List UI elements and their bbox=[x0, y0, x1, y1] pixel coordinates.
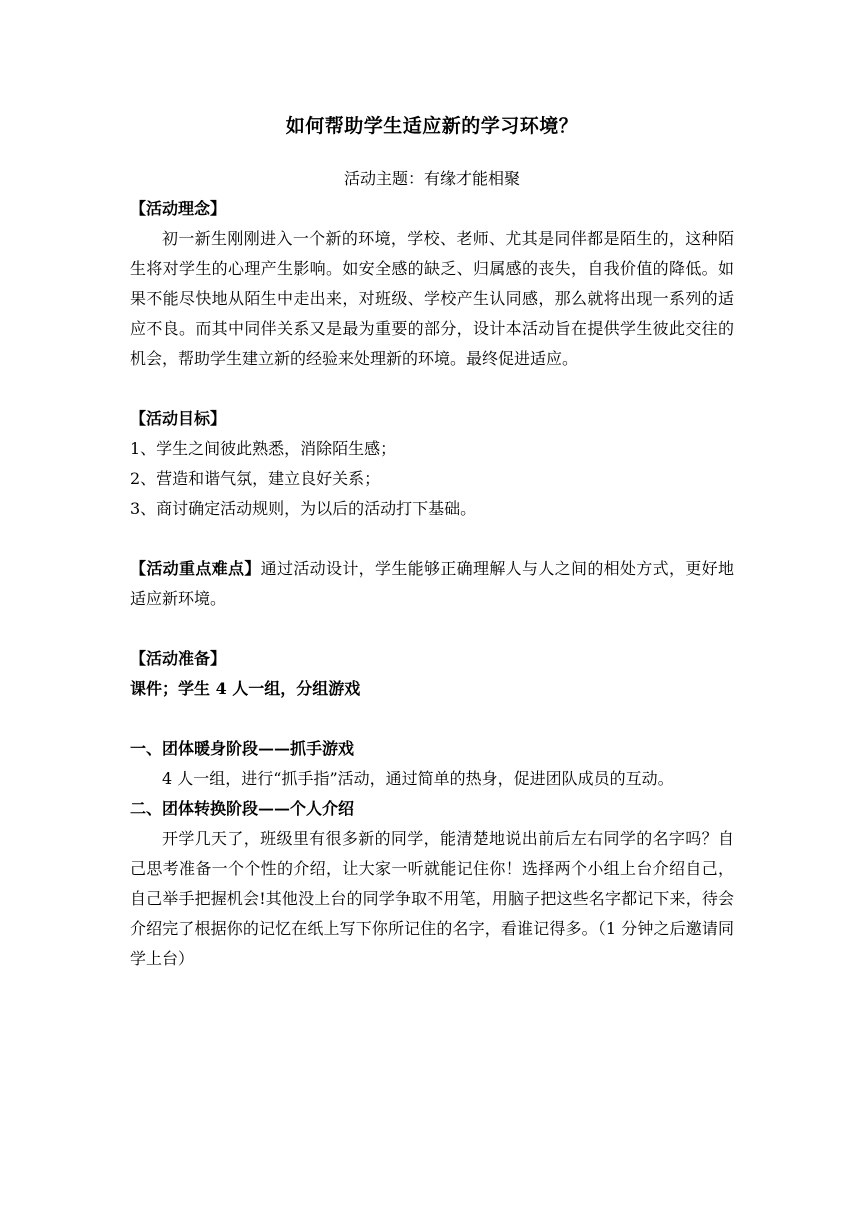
section1-paragraph: 4 人一组，进行“抓手指”活动，通过简单的热身，促进团队成员的互动。 bbox=[162, 769, 674, 788]
section1-heading: 一、团体暖身阶段——抓手游戏 bbox=[130, 739, 355, 758]
preparation-heading: 【活动准备】 bbox=[130, 649, 227, 668]
activity-theme: 活动主题：有缘才能相聚 bbox=[343, 169, 520, 188]
concept-paragraph: 初一新生刚刚进入一个新的环境，学校、老师、尤其是同伴都是陌生的，这种陌生将对学生的心理产生影响。如安全感的缺乏、归属感的丧失，自我价值的降低。如果不能尽快地从陌生中走出来，对班级、学校产生认同感，那么就将出现一系列的适应不良。而其中同伴关系又是最为重要的部分，设计本活动旨在提供学生彼此交往的机会，帮助学生建立新的经验来处理新的环境。最终促进适应。 bbox=[130, 229, 734, 368]
preparation-body: 课件；学生 4 人一组，分组游戏 bbox=[130, 679, 361, 698]
goals-heading: 【活动目标】 bbox=[130, 409, 227, 428]
goal-item: 3、商讨确定活动规则，为以后的活动打下基础。 bbox=[130, 499, 477, 518]
key-points-heading: 【活动重点难点】 bbox=[130, 559, 261, 578]
section2-heading: 二、团体转换阶段——个人介绍 bbox=[130, 799, 355, 818]
document-page bbox=[130, 110, 734, 974]
section2-paragraph: 开学几天了，班级里有很多新的同学，能清楚地说出前后左右同学的名字吗？自己思考准备一个个性的介绍，让大家一听就能记住你！选择两个小组上台介绍自己，自己举手把握机会!其他没上台的同学争取不用笔，用脑子把这些名字都记下来，待会介绍完了根据你的记忆在纸上写下你所记住的名字，看谁记得多。（1 分钟之后邀请同学上台） bbox=[130, 829, 734, 968]
document-title: 如何帮助学生适应新的学习环境？ bbox=[285, 115, 579, 137]
goal-item: 2、营造和谐气氛，建立良好关系； bbox=[130, 469, 381, 488]
spacer bbox=[130, 704, 734, 734]
spacer bbox=[130, 524, 734, 554]
concept-heading: 【活动理念】 bbox=[130, 199, 227, 218]
spacer bbox=[130, 614, 734, 644]
key-points-body: 通过活动设计，学生能够正确理解人与人之间的相处方式，更好地适应新环境。 bbox=[130, 559, 734, 608]
key-points-paragraph bbox=[130, 554, 734, 614]
goal-item: 1、学生之间彼此熟悉，消除陌生感； bbox=[130, 439, 397, 458]
spacer bbox=[130, 374, 734, 404]
